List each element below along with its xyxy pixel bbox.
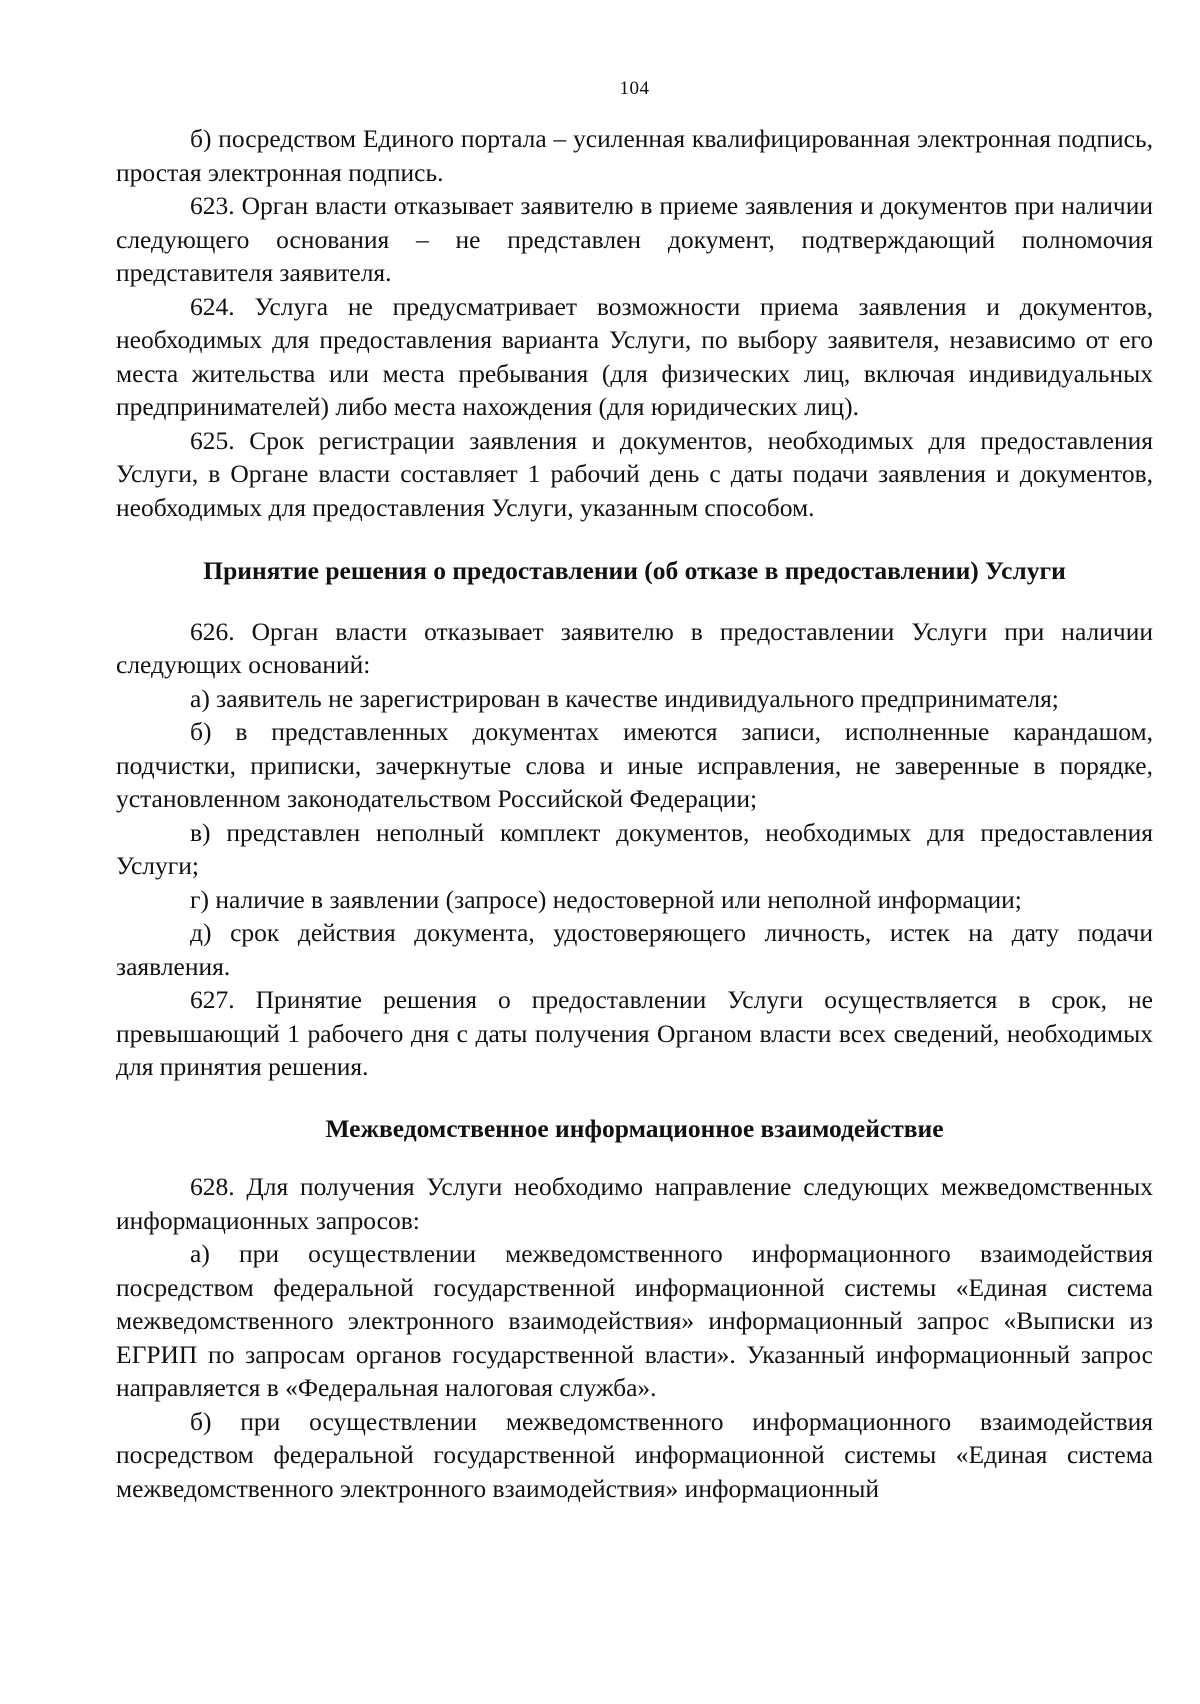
paragraph-625: 625. Срок регистрации заявления и документов, необходимых для предоставления Услуги, в Органе власти составляет 1 рабочий день с даты подачи заявления и документов, необходимых для предоставления Услуги, указанным способом. bbox=[116, 425, 1153, 522]
section-heading-interagency: Межведомственное информационное взаимодействие bbox=[325, 1113, 944, 1143]
paragraph-626: 626. Орган власти отказывает заявителю в предоставлении Услуги при наличии следующих оснований: bbox=[116, 616, 1153, 679]
section-heading-decision: Принятие решения о предоставлении (об отказе в предоставлении) Услуги bbox=[203, 556, 1066, 585]
paragraph-626-v: в) представлен неполный комплект документов, необходимых для предоставления Услуги; bbox=[116, 817, 1153, 880]
paragraph-626-d: д) срок действия документа, удостоверяющего личность, истек на дату подачи заявления. bbox=[116, 918, 1153, 981]
document-page bbox=[116, 78, 1153, 1505]
paragraph-628-b: б) при осуществлении межведомственного информационного взаимодействия посредством федеральной государственной информационной системы «Единая система межведомственного электронного взаимодействия» информационный bbox=[116, 1406, 1153, 1503]
paragraph-item-b-portal: б) посредством Единого портала – усиленная квалифицированная электронная подпись, простая электронная подпись. bbox=[116, 124, 1153, 187]
paragraph-626-a: а) заявитель не зарегистрирован в качестве индивидуального предпринимателя; bbox=[190, 683, 1059, 713]
paragraph-628: 628. Для получения Услуги необходимо направление следующих межведомственных информационных запросов: bbox=[116, 1172, 1153, 1235]
paragraph-627: 627. Принятие решения о предоставлении Услуги осуществляется в срок, не превышающий 1 рабочего дня с даты получения Органом власти всех сведений, необходимых для принятия решения. bbox=[116, 985, 1153, 1081]
paragraph-626-b: б) в представленных документах имеются записи, исполненные карандашом, подчистки, приписки, зачеркнутые слова и иные исправления, не заверенные в порядке, установленном законодательством Российской Федерации; bbox=[116, 717, 1153, 813]
paragraph-624: 624. Услуга не предусматривает возможности приема заявления и документов, необходимых для предоставления варианта Услуги, по выбору заявителя, независимо от его места жительства или места пребывания (для физических лиц, включая индивидуальных предпринимателей) либо места нахождения (для юридических лиц). bbox=[116, 291, 1153, 421]
paragraph-626-g: г) наличие в заявлении (запросе) недостоверной или неполной информации; bbox=[190, 884, 1022, 914]
paragraph-623: 623. Орган власти отказывает заявителю в приеме заявления и документов при наличии следующего основания – не представлен документ, подтверждающий полномочия представителя заявителя. bbox=[116, 191, 1153, 287]
paragraph-628-a: а) при осуществлении межведомственного информационного взаимодействия посредством федеральной государственной информационной системы «Единая система межведомственного электронного взаимодействия» информационный запрос «Выписки из ЕГРИП по запросам органов государственной власти». Указанный информационный запрос направляется в «Федеральная налоговая служба». bbox=[116, 1239, 1153, 1402]
page-number: 104 bbox=[619, 78, 650, 99]
